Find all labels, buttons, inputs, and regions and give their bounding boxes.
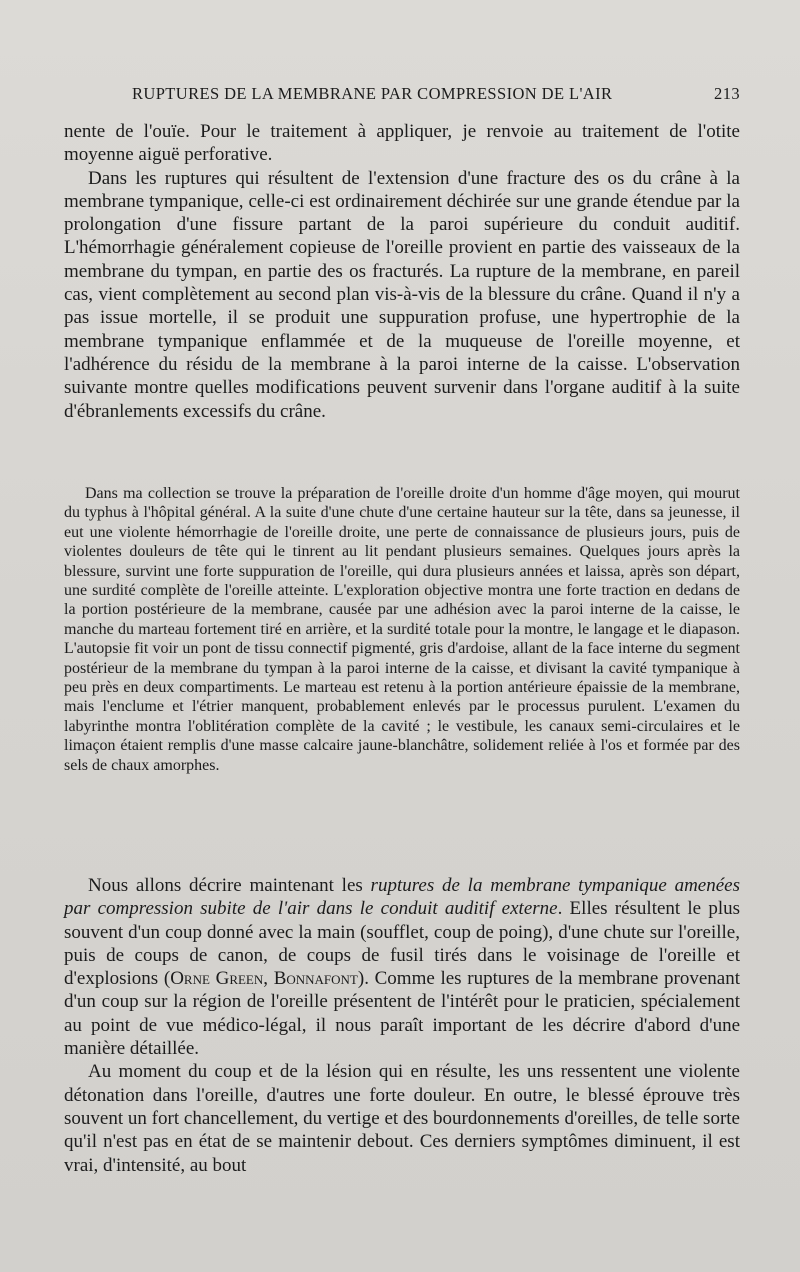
paragraph-air-compression (64, 874, 740, 1060)
paragraph-symptoms: Au moment du coup et de la lésion qui en résulte, les uns ressentent une violente détonation dans l'oreille, d'autres une forte douleur. En outre, le blessé éprouve très souvent un fort chancellement, du vertige et des bourdonnements d'oreilles, de telle sorte qu'il n'est pas en état de se maintenir debout. Ces derniers symptômes diminuent, il est vrai, d'intensité, au bout (64, 1061, 740, 1176)
running-head-title: RUPTURES DE LA MEMBRANE PAR COMPRESSION DE L'AIR (132, 84, 613, 103)
paragraph-skull-fracture: Dans les ruptures qui résultent de l'extension d'une fracture des os du crâne à la membrane tympanique, celle-ci est ordinairement déchirée sur une grande étendue par la prolongation d'une fissure partant de la paroi supérieure du conduit auditif. L'hémorrhagie généralement copieuse de l'oreille provient en partie des vaisseaux de la membrane du tympan, en partie des os fracturés. La rupture de la membrane, en pareil cas, vient complètement au second plan vis-à-vis de la blessure du crâne. Quand il n'y a pas issue mortelle, il se produit une suppuration profuse, une hypertrophie de la membrane tympanique enflammée et de la muqueuse de l'oreille moyenne, et l'adhérence du résidu de la membrane à la paroi interne de la caisse. L'observation suivante montre quelles modifications peuvent survenir dans l'organe auditif à la suite d'ébranlements excessifs du crâne. (64, 167, 740, 422)
running-head (64, 84, 740, 104)
page-number: 213 (714, 84, 740, 103)
body-text-lower (64, 874, 740, 1177)
p3-text-c: ). Comme les ruptures de la membrane provenant d'un coup sur la région de l'oreille présentent de l'intérêt pour le praticien, spécialement au point de vue médico-légal, il nous paraît important de les décrire d'abord d'une manière détaillée. (64, 968, 740, 1060)
case-observation (64, 484, 740, 775)
body-text-upper (64, 120, 740, 423)
p3-separator: , (263, 968, 274, 990)
p3-text-a: Nous allons décrire maintenant les (88, 875, 371, 896)
author-bonnafont: Bonnafont (273, 968, 358, 990)
case-observation-text: Dans ma collection se trouve la préparation de l'oreille droite d'un homme d'âge moyen, qui mourut du typhus à l'hôpital général. A la suite d'une chute d'une certaine hauteur sur la tête, dans sa jeunesse, il eut une violente hémorrhagie de l'oreille droite, une perte de connaissance de plusieurs jours, puis de violentes douleurs de tête qui le tinrent au lit pendant plusieurs semaines. Quelques jours après la blessure, survint une forte suppuration de l'oreille, qui dura plusieurs années et laissa, après son départ, une surdité complète de l'oreille atteinte. L'exploration objective montra une forte traction en dedans de la portion postérieure de la membrane, causée par une adhésion avec la paroi interne de la caisse, le manche du marteau fortement tiré en arrière, et la surdité totale pour la montre, le langage et le diapason. L'autopsie fit voir un pont de tissu connectif pigmenté, gris d'ardoise, allant de la face interne du segment postérieur de la membrane du tympan à la paroi interne de la caisse, et divisant la cavité tympanique à peu près en deux compartiments. Le marteau est retenu à la portion antérieure épaissie de la membrane, mais l'enclume et l'étrier manquent, probablement enlevés par le processus purulent. L'examen du labyrinthe montra l'oblitération complète de la cavité ; le vestibule, les canaux semi-circulaires et le limaçon étaient remplis d'une masse calcaire jaune-blanchâtre, solidement reliée à l'os et formée par des sels de chaux amorphes. (64, 485, 740, 774)
p3-text-b: . Elles résultent le plus souvent d'un coup donné avec la main (soufflet, coup de poing), d'une chute sur l'oreille, puis de coups de canon, de coups de fusil tirés dans le voisinage de l'oreille et d'explosions ( (64, 898, 740, 990)
p3-italic-phrase: ruptures de la membrane tympanique amenées par compression subite de l'air dans le conduit auditif externe (64, 875, 740, 920)
paragraph-continuation: nente de l'ouïe. Pour le traitement à appliquer, je renvoie au traitement de l'otite moyenne aiguë perforative. (64, 121, 740, 166)
author-orne-green: Orne Green (170, 968, 264, 990)
